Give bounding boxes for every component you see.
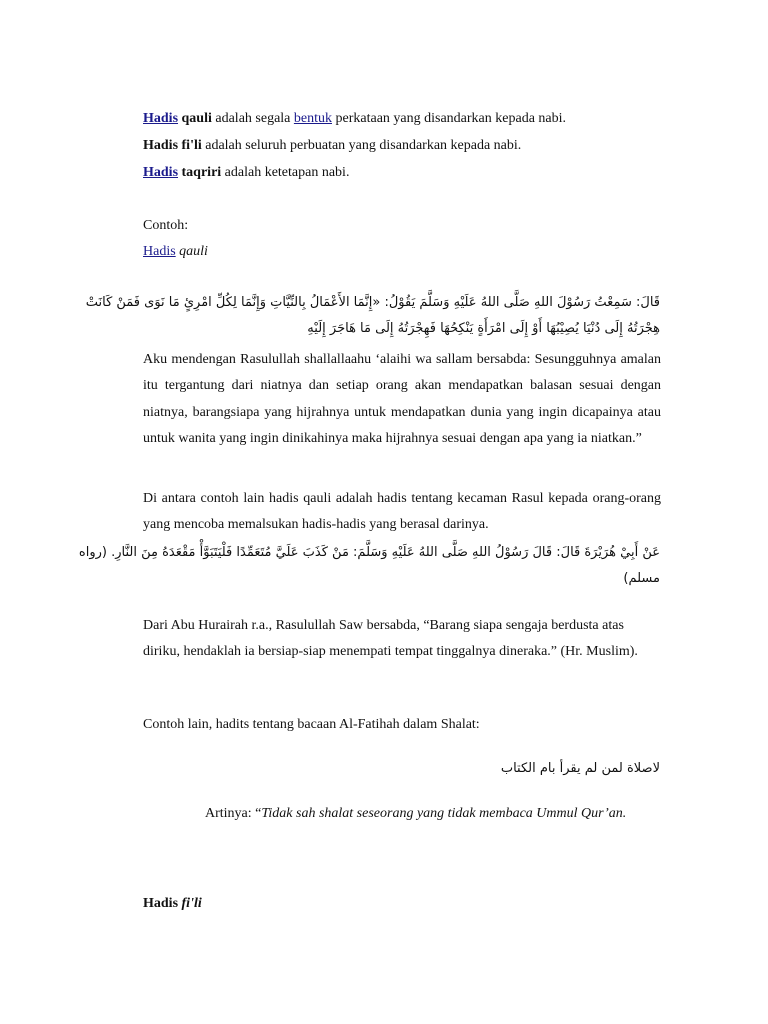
definition-text: adalah segala bbox=[211, 111, 294, 126]
term-qauli: qauli bbox=[181, 111, 212, 126]
definition-text: adalah ketetapan nabi. bbox=[221, 165, 350, 180]
hadis-link[interactable]: Hadis bbox=[143, 244, 176, 259]
body-paragraph: Di antara contoh lain hadis qauli adalah hadis tentang kecaman Rasul kepada orang-orang yang mencoba memalsukan hadis-hadis yang berasal darinya. bbox=[143, 491, 661, 533]
definition-taqriri bbox=[143, 164, 349, 182]
example-heading bbox=[143, 243, 208, 261]
term-fili: Hadis fi'li bbox=[143, 138, 202, 153]
translation-paragraph: Aku mendengan Rasulullah shallallaahu ‘alaihi wa sallam bersabda: Sesungguhnya amalan itu tergantung dari niatnya dan setiap orang akan mendapatkan balasan sesuai dengan niatnya, barangsiapa yang hijrahnya untuk mendapatkan dunia yang ingin dicapainya atau untuk wanita yang ingin dinikahinya maka hijrahnya sesuai dengan apa yang ia niatkan.” bbox=[143, 352, 661, 447]
section-heading bbox=[143, 895, 202, 913]
arabic-text-line: لاصلاة لمن لم يقرأ بام الكتاب bbox=[500, 761, 660, 776]
example-italic: qauli bbox=[179, 244, 208, 259]
artinya-line bbox=[205, 805, 626, 823]
definition-qauli bbox=[143, 110, 566, 128]
heading-bold: Hadis bbox=[143, 896, 182, 911]
arabic-text-line: عَنْ أَبِيْ هُرَيْرَةَ قَالَ: قَالَ رَسُوْلُ اللهِ صَلَّى اللهُ عَلَيْهِ وَسَلَّمَ: مَنْ كَذَبَ عَلَيَّ مُتَعَمِّدًا فَلْيَتَبَوَّأْ مَقْعَدَهُ مِنَ النَّارِ. (رواه bbox=[78, 545, 660, 560]
definition-text: perkataan yang disandarkan kepada nabi. bbox=[332, 111, 567, 126]
translation-paragraph: Dari Abu Hurairah r.a., Rasulullah Saw bersabda, “Barang siapa sengaja berdusta atas diriku, hendaklah ia bersiap-siap menempati tempat tinggalnya dineraka.” (Hr. Muslim). bbox=[143, 618, 638, 660]
arabic-text-line: قَالَ: سَمِعْتُ رَسُوْلَ اللهِ صَلَّى اللهُ عَلَيْهِ وَسَلَّمَ يَقُوْلُ: «إِنَّمَا الأَعْمَالُ بِالنِّيَّاتِ وَإِنَّمَا لِكُلِّ امْرِئٍ مَا نَوَى فَمَنْ كَانَتْ bbox=[85, 295, 660, 310]
arabic-text-line: مسلم) bbox=[623, 571, 660, 586]
definition-fili bbox=[143, 137, 521, 155]
term-taqriri: taqriri bbox=[181, 165, 222, 180]
hadis-link[interactable]: Hadis bbox=[143, 111, 179, 126]
hadis-link[interactable]: Hadis bbox=[143, 165, 179, 180]
bentuk-link[interactable]: bentuk bbox=[293, 111, 332, 126]
heading-bold-italic: fi'li bbox=[181, 896, 202, 911]
arabic-text-line: هِجْرَتُهُ إِلَى دُنْيَا يُصِيْبُهَا أَوْ إِلَى امْرَأَةٍ يَنْكِحُهَا فَهِجْرَتُهُ إِلَى مَا هَاجَرَ إِلَيْهِ bbox=[307, 321, 660, 336]
contoh-label: Contoh: bbox=[143, 218, 189, 233]
definition-text: adalah seluruh perbuatan yang disandarkan kepada nabi. bbox=[201, 138, 522, 153]
artinya-italic: Tidak sah shalat seseorang yang tidak membaca Ummul Qur’an. bbox=[261, 806, 627, 821]
artinya-label: Artinya: “ bbox=[205, 806, 262, 821]
body-paragraph: Contoh lain, hadits tentang bacaan Al-Fatihah dalam Shalat: bbox=[143, 717, 480, 732]
